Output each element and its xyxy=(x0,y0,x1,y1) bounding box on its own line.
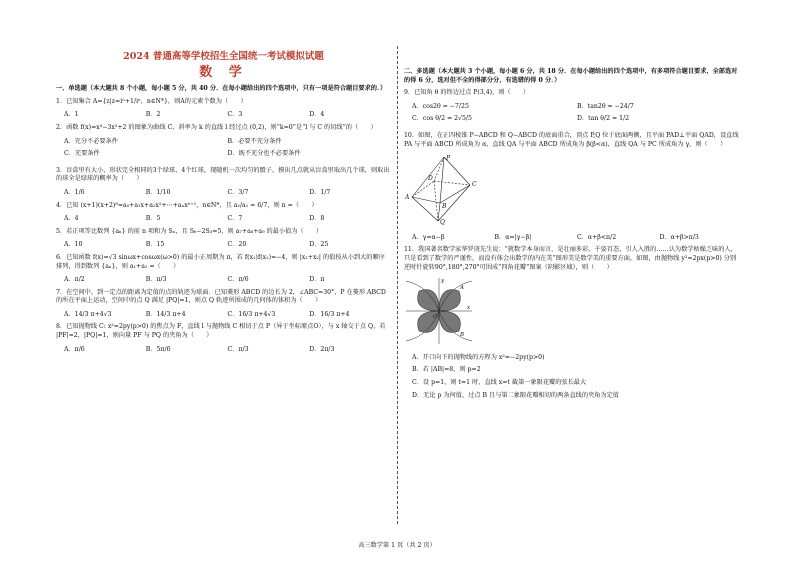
question-7-options xyxy=(56,311,391,320)
four-petal-diagram xyxy=(404,276,474,346)
question-2-options xyxy=(56,138,391,163)
question-10-options xyxy=(404,234,742,243)
option: B．π/3 xyxy=(145,276,167,284)
option: A．4 xyxy=(64,215,79,223)
option: A．γ=α−β xyxy=(412,233,445,241)
option: D．25 xyxy=(309,241,329,249)
option: D．π xyxy=(309,276,325,284)
option: D．α+β>π/3 xyxy=(659,233,699,241)
option: A．π/2 xyxy=(64,276,85,284)
label-A: A xyxy=(460,285,464,292)
question-2: 2．函数 f(x)=x³−3x²+2 的图象为曲线 C，斜率为 k 的直线 l 经过点 (0,2)，则“k=0”是“l 与 C 的切线”的（ ） xyxy=(56,123,377,131)
option: B．2 xyxy=(145,111,161,119)
option: B．1/10 xyxy=(145,188,171,196)
right-column xyxy=(404,40,742,400)
option: B．14/3 π+4 xyxy=(145,310,186,318)
label-x: x xyxy=(467,305,471,312)
option: C．cos θ/2 = 2√5/5 xyxy=(412,115,472,123)
option: C．设 p=1，则 t=1 时，直线 x=t 截第一象限花瓣的弦长最大 xyxy=(412,378,587,386)
option: D．2π/3 xyxy=(309,345,335,353)
option: C．充要条件 xyxy=(64,150,100,158)
option: A．cos2θ = −7/25 xyxy=(412,102,469,110)
option: C．7 xyxy=(227,215,243,223)
question-1: 1．已知集合 A={z|z=iⁿ+1/iⁿ，n∈N*}，则A的元素个数为（ ） xyxy=(56,97,247,105)
label-A: A xyxy=(405,194,410,202)
label-Q: Q xyxy=(440,219,445,226)
question-1-options xyxy=(56,111,391,120)
option: A．π/6 xyxy=(64,345,85,353)
option: C．3/7 xyxy=(227,188,249,196)
question-7: 7．在空间中，到一定点的距离为定值的点的轨迹为球面．已知菱形 ABCD 的边长为 2，∠ABC=30°，P 在菱形 ABCD 的所在平面上运动，空间中的点 Q 满足 |PQ|=1，则点 Q 轨迹所围成的几何体的体积为（ ） xyxy=(56,288,386,305)
question-4-options xyxy=(56,215,391,224)
option: C．π/6 xyxy=(227,276,249,284)
question-9: 9．已知角 θ 的终边过点 P(3,4)，则（ ） xyxy=(404,89,530,97)
label-B: B xyxy=(460,332,465,339)
section-multi-choice: 二、多选题（本大题共 3 个小题，每小题 6 分，共 18 分．在每小题给出的四个选项中，有多项符合题目要求，全部选对的得 6 分，选对但不全的得部分分，有选错的得 0 分．） xyxy=(404,68,738,84)
option: C．3 xyxy=(227,111,243,119)
option: A．1/6 xyxy=(64,188,85,196)
option: A．14/3 π+4√3 xyxy=(64,310,112,318)
option: A．1 xyxy=(64,111,79,119)
question-10: 10．如图，在正四棱锥 P−ABCD 和 Q−ABCD 的底面重合，顶点 P,Q 位于底面两侧，且平面 PAD⊥平面 QAD，设直线 PA 与平面 ABCD 所成角为 α，直线 QA 与平面 ABCD 所成角为 β(β<α)，直线 QA 与 PC 所成角为 γ，则（ ） xyxy=(404,131,739,148)
page-footer: 高三数学第 1 页（共 2 页） xyxy=(358,542,436,549)
label-B: B xyxy=(442,203,447,211)
option: D．16/3 π+4 xyxy=(309,310,350,318)
question-6-options xyxy=(56,276,391,285)
option: C．16/3 π+4√3 xyxy=(227,310,276,318)
section-single-choice: 一、单选题（本大题共 8 个小题，每小题 5 分，共 40 分．在每小题给出的四个选项中，只有一项是符合题目要求的．） xyxy=(56,85,387,93)
option: D．既不充分也不必要条件 xyxy=(227,150,301,158)
question-3: 3．盲盒里有大小、形状完全相同的3个绿球、4个红球，现随机一次均匀的骰子，摸出几点就从盲盒里取出几个球，则取出的球全是绿球的概率为（ ） xyxy=(56,166,390,183)
question-8-options xyxy=(56,346,391,355)
question-8: 8．已知抛物线 C: x²=2py(p>0) 的焦点为 F，直线 l 与抛物线 C 相切于点 P（异于坐标原点O），与 x 轴交于点 Q，若 |PF|=2，|PQ|=1，则向量 PF 与 PQ 的夹角为（ ） xyxy=(56,323,386,340)
exam-title: 2024 普通高等学校招生全国统一考试模拟试题 xyxy=(123,51,324,62)
option: A．开口向下的抛物线的方程为 x²=−2py(p>0) xyxy=(412,353,545,361)
option: B．若 |AB|=8，则 p=2 xyxy=(412,366,481,374)
question-11: 11．我国著名数学家华罗庚先生说：“就数学本身而言，是壮丽多彩，千姿百态，引人入胜的……认为数学枯燥乏味的人，只是看到了数学的严谨性，而没有体会出数学的内在美”图形美是数学美的重要方面，如图，由抛物线 y²=2px(p>0) 分别逆时针旋转90°,180°,270°可围成“四角花瓣”图案（阴影区域），则（ ） xyxy=(404,246,737,271)
label-C: C xyxy=(472,181,477,189)
option: D．4 xyxy=(309,111,325,119)
question-4: 4．已知 (x+1)(x+2)⁸=a₀+a₁x+a₂x²+⋯+aₙxⁿ⁺¹，n∈N*，且 a₂/a₁ = 6/7，则 n =（ ） xyxy=(56,201,318,209)
option: D．无论 p 为何值，过点 B 且与第二象限花瓣相切的两条直线的夹角为定值 xyxy=(412,391,619,399)
question-6: 6．已知函数 f(x)=√3 sinωx+cosωx(ω>0) 的最小正周期为 π，若 f(x₁)f(x₂)=−4，则 |x₁+x₂| 的值按从小到大的顺序排列，得到数列 {aₙ}，则 a₁+a₂ =（ ） xyxy=(56,253,385,270)
question-5: 5．若正项等比数列 {aₙ} 的前 n 项和为 Sₙ，且 S₆−2S₃=5，则 a₇+a₈+a₉ 的最小值为（ ） xyxy=(56,227,323,235)
label-D: D xyxy=(428,175,433,183)
option: D．8 xyxy=(309,215,325,223)
pyramid-diagram xyxy=(404,153,484,225)
left-column xyxy=(56,40,391,354)
option: D．1/7 xyxy=(309,188,331,196)
label-P: P xyxy=(446,155,451,163)
option: D．tan θ/2 = 1/2 xyxy=(577,115,630,123)
question-5-options xyxy=(56,241,391,250)
option: B．tan2θ = −24/7 xyxy=(577,102,634,110)
column-divider xyxy=(397,46,398,524)
exam-subject: 数 学 xyxy=(199,64,248,80)
question-9-options xyxy=(404,103,742,128)
option: B．α=|γ−β| xyxy=(494,233,532,241)
pyramid-figure xyxy=(404,153,742,229)
label-O: O xyxy=(433,314,438,321)
option: C．20 xyxy=(227,241,247,249)
option: B．15 xyxy=(145,241,165,249)
option: A．10 xyxy=(64,241,83,249)
option: B．5 xyxy=(145,215,161,223)
label-y: y xyxy=(441,278,445,285)
option: C．α+β<π/2 xyxy=(577,233,617,241)
option: C．π/3 xyxy=(227,345,249,353)
option: B．必要不充分条件 xyxy=(227,137,282,145)
option: B．5π/6 xyxy=(145,345,171,353)
option: A．充分不必要条件 xyxy=(64,137,118,145)
question-3-options xyxy=(56,189,391,198)
flower-figure xyxy=(404,276,742,350)
